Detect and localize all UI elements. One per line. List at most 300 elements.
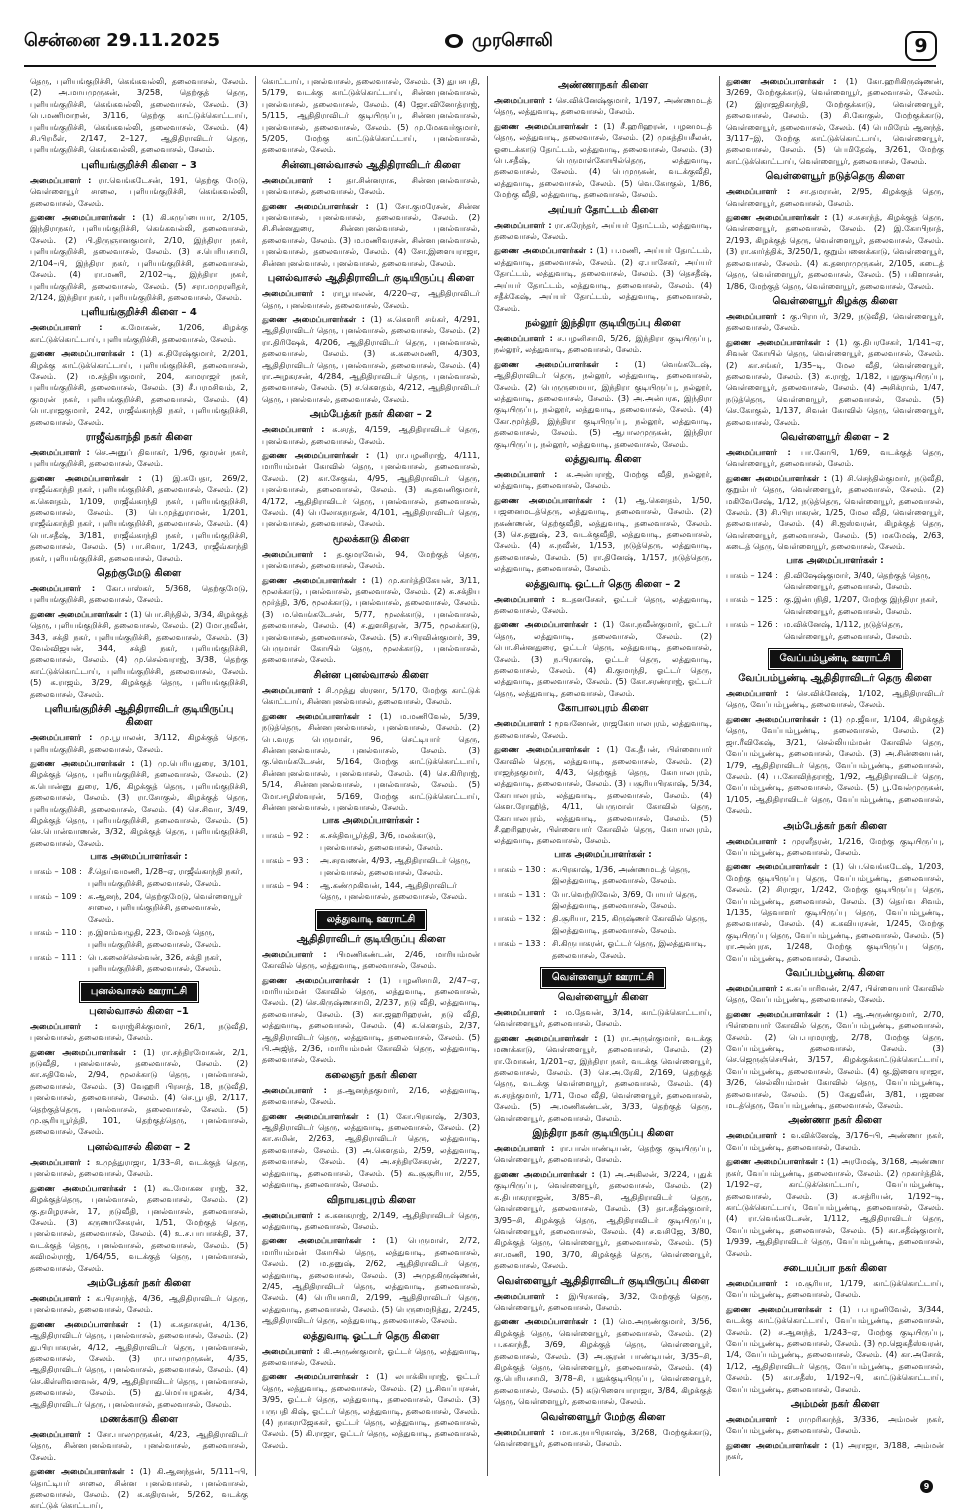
booth-number: பாகம் – 124 : (726, 569, 778, 580)
member-details: த.குமரவேல், 94, மேற்குத் தெரு, புனல்வாசல், தலைவாசல், சேலம். (262, 548, 480, 571)
member-details: செ.விக்னேஷ், 1/102, ஆதிதிராவிடர் தெரு, வேப்பம்பூண்டி, தலைவாசல், சேலம். (726, 688, 945, 710)
member-details: (1) பழனிசாமி, 2/47–ஏ, மாரியம்மன் கோவில் தெரு, லத்துவாடி, தலைவாசல், சேலம். (2) செ.கிருஷ்ணசாமி, 2/237, நடு வீதி, லத்துவாடி, தலைவாசல், சேலம். (3) கா.ஜஹரிஹரன், நடு வீதி, லத்துவாடி, தலைவாசல், சேலம். (4) க.கௌதம், 2/37, ஆதிதிராவிடர் தெரு, லத்துவாடி, தலைவாசல், சேலம். (5) பி.அஜித், 2/36, மாரியம்மன் கோவில் தெரு, லத்துவாடி, தலைவாசல், சேலம். (262, 974, 480, 1065)
organiser-label: அமைப்பாளர் : (262, 1209, 321, 1220)
member-details: (1) கோ.ஹரிகிருஷ்ணன், 3/269, மேற்குக்காடு, வெள்ளையூர், தலைவாசல், சேலம். (2) இராஜதிகாந்தி, மேற்குக்காடு, வெள்ளையூர், தலைவாசல், சேலம். (3) சி.கோகுல், மேற்குக்காடு, வெள்ளையூர், தலைவாசல், சேலம். (4) பெமிரேம் ஆனந்த், 3/117–இ, மேற்கு காட்டுக்கொட்டாய், வெள்ளையூர், தலைவாசல், சேலம். (5) பெமிதேஷ், 3/261, மேற்கு காட்டுக்கொட்டாய், வெள்ளையூர், தலைவாசல், சேலம். (726, 76, 944, 166)
deputy-organisers-label: துணை அமைப்பாளர்கள் : (494, 358, 619, 369)
booth-organisers-heading: பாக அமைப்பாளர்கள் : (322, 816, 420, 827)
deputy-organisers-label: துணை அமைப்பாளர்கள் : (726, 1439, 828, 1450)
header-divider (24, 65, 936, 67)
member-entry (30, 583, 248, 606)
member-entry (494, 220, 712, 243)
booth-number: பாகம் – 133 : (494, 938, 546, 949)
organiser-label: அமைப்பாளர் : (494, 1290, 559, 1301)
organiser-label: அமைப்பாளர் : (494, 468, 558, 479)
member-details: (1) சு.கெளரி சங்கர், 4/291, ஆதிதிராவிடர் தெரு, புனல்வாசல், தலைவாசல், சேலம். (2) ரா.திரிஷேக், 4/206, ஆதிதிராவிடர் தெரு, புனல்வாசல், தலைவாசல், சேலம். (3) சு.கலைமணி, 4/303, ஆதிதிராவிடர் தெரு, புனல்வாசல், தலைவாசல், சேலம். (4) ரா.அழகரசன், 4/284, ஆதிதிராவிடர் தெரு, புனல்வாசல், தலைவாசல், சேலம். (5) ச.கௌதம், 4/212, ஆதிதிராவிடர் தெரு, புனல்வாசல், தலைவாசல், சேலம். (262, 313, 481, 404)
branch-heading: அம்பேத்கர் நகர் கிளை – 2 (309, 409, 433, 421)
branch-heading: சின்னபுனல்வாசல் ஆதிதிராவிடர் கிளை (281, 159, 461, 171)
booth-number: பாகம் – 125 : (726, 594, 778, 605)
member-details: (1) ஆ.கௌதம், 1/50, பஜனைமடத்தெரு, லத்துவாடி, தலைவாசல், சேலம். (2) நகண்ணன், தெற்குவீதி, லத்துவாடி, தலைவாசல், சேலம். (3) செ.தனுஷ், 23, வடக்குவீதி, லத்துவாடி, தலைவாசல், சேலம். (4) சு.நவீன், 1/153, நடுத்தெரு, லத்துவாடி, தலைவாசல், சேலம். (5) ரா.தினேஷ், 1/157, நடுத்தெரு, லத்துவாடி, தலைவாசல், சேலம். (494, 494, 713, 574)
organiser-label: அமைப்பாளர் : (262, 1345, 320, 1356)
member-entry (726, 714, 944, 817)
branch-heading: புனல்வாசல் கிளை –1 (89, 1005, 189, 1017)
branch-heading: வெள்ளையூர் கிளை – 2 (780, 431, 890, 443)
deputy-organisers-label: துணை அமைப்பாளர்கள் : (262, 710, 372, 721)
organiser-label: அமைப்பாளர் : (30, 1429, 91, 1439)
edition-date: சென்னை 29.11.2025 (24, 30, 221, 51)
member-entry (30, 1466, 248, 1512)
booth-row (30, 927, 248, 950)
member-details: (1) கி.கருப்பையா, 2/105, இந்திராநகர், புளியங்குறிச்சி, கெங்கவல்லி, தலைவாசல், சேலம். (2) பி.திருஞானகுமார், 2/10, இந்திரா நகர், புளியங்குறிச்சி, தலைவாசல், சேலம். (3) ச.பெரியசாமி, 2/104–பி, இந்திரா நகர், புளியங்குறிச்சி, தலைவாசல், சேலம். (4) ரா.மணி, 2/102–டி, இந்திரா நகர், புளியங்குறிச்சி, தலைவாசல், சேலம். (5) சரா.மமுரளிதர், 2/124, இந்திரா நகர், புளியங்குறிச்சி, தலைவாசல், சேலம். (30, 212, 249, 302)
booth-number: பாகம் – 92 : (262, 830, 309, 841)
booth-row (494, 913, 712, 936)
organiser-label: அமைப்பாளர் : (726, 1130, 786, 1141)
booth-organiser: ந.இளம்வழுதி, 223, மேலத் தெரு, புளியங்குறிச்சி, தலைவாசல், சேலம். (88, 927, 222, 949)
booth-organiser: தி.சூரியா, 215, கிருஷ்ணர் கோவில் தெரு, இலத்துவாடி, தலைவாசல், சேலம். (552, 913, 708, 935)
organiser-label: அமைப்பாளர் : (30, 1156, 91, 1167)
member-entry (726, 447, 944, 470)
member-details: (1) பெருமாள், 2/72, மாரியம்மன் கோயில் தெரு, லத்துவாடி, தலைவாசல், சேலம். (2) ம.தனுஷ், 2/62, ஆதிதிராவிடர் தெரு, லத்துவாடி, தலைவாசல், சேலம். (3) அமுதகிருஷ்ணன், 2/45, ஆதிதிராவிடர் தெரு, லத்துவாடி, தலைவாசல், சேலம். (4) பெரியசாமி, 2/199, ஆதிதிராவிடர் தெரு, லத்துவாடி, தலைவாசல், சேலம். (5) பெருமைநித்து, 2/245, ஆதிதிராவிடர் தெரு, லத்துவாடி, தலைவாசல், சேலம். (262, 1235, 480, 1326)
organiser-label: அமைப்பாளர் : (30, 322, 103, 333)
member-entry (726, 688, 944, 711)
deputy-organisers-label: துணை அமைப்பாளர்கள் : (262, 1110, 370, 1121)
deputy-organisers-label: துணை அமைப்பாளர்கள் : (494, 1032, 598, 1043)
organiser-label: அமைப்பாளர் : (262, 174, 332, 185)
member-details: (1) கு.திபரசேகர், 1/141–ஏ, சிவன் கோயில் தெரு, வெள்ளையூர், தலைவாசல், சேலம். (2) கா.சங்கர், 1/35–டி, மேல வீதி, வெள்ளையூர், தலைவாசல், சேலம். (3) சு.ராஜ், 1/182, புதுகுடியிருப்பு, வெள்ளையூர், தலைவாசல், சேலம். (4) அசிக்ராம், 1/47, நடுத்தெரு, வெள்ளையூர், தலைவாசல், சேலம். (5) செ.கோகுல், 1/137, சிவன் கோவில் தெரு, வெள்ளையூர், தலைவாசல், சேலம். (726, 336, 944, 427)
member-entry (494, 121, 712, 201)
deputy-organisers-label: துணை அமைப்பாளர்கள் : (30, 1046, 137, 1057)
booth-organiser: அ.சரவணன், 4/93, ஆதிதிராவிடர் தெரு, புனல்வாசல், தலைவாசல், சேலம். (320, 855, 471, 877)
member-entry (726, 186, 944, 209)
member-entry (726, 1440, 944, 1463)
member-details: (1) கோ.பிரகாஷ், 2/303, ஆதிதிராவிடர் தெரு, லத்துவாடி, தலைவாசல், சேலம். (2) கா.சுமின், 2/263, ஆதிதிராவிடர் தெரு, லத்துவாடி, தலைவாசல், சேலம். (3) அ.கெளதம், 2/59, லத்துவாடி, தலைவாசல், சேலம். (4) அ.சந்திரசேகரன், 2/227, லத்துவாடி, தலைவாசல், சேலம். (5) கூ.சூசூரியா, 2/55, லத்துவாடி, தலைவாசல், சேலம். (262, 1110, 481, 1190)
panchayat-heading: வெள்ளையூர் ஊராட்சி (542, 969, 664, 987)
member-details: (1) கூ.மோகன ராஜ், 32, கிழக்குத்தெரு, புனல்வாசல், தலைவாசல், சேலம். (2) கு.தமிழரசன், 17, நடுவீதி, புனல்வாசல், தலைவாசல், சேலம். (3) கருணாசேகரன், 1/51, மேற்குத் தெரு, புனல்வாசல், தலைவாசல், சேலம். (4) உ.ச.பாபாசக்தி, 37, வடக்குத் தெரு, புனல்வாசல், தலைவாசல், சேலம். (5) கவிமல்ராஜ், 1/64/55, வடக்குத் தெரு, புனல்வாசல், தலைவாசல், சேலம். (30, 1182, 248, 1273)
continued-text (262, 76, 480, 156)
organiser-label: அமைப்பாளர் : (30, 1292, 91, 1303)
member-entry (494, 744, 712, 847)
branch-heading: ஆதிதிராவிடர் குடியிருப்பு கிளை (296, 933, 446, 945)
member-details: க.சுப்பாரிவன், 2/47, பிள்ளையார் கோவில் தெரு, வேப்பம்பூண்டி, தலைவாசல், சேலம். (726, 983, 945, 1005)
branch-heading: அண்ணா நகர் கிளை (788, 1115, 882, 1127)
member-details: க.பிரசாந்த், 4/36, ஆதிதிராவிடர் தெரு, புனல்வாசல், தலைவாசல், சேலம். (30, 1292, 249, 1315)
branch-heading: அய்யர் தோட்டம் கிளை (548, 204, 658, 216)
branch-heading: ராஜீவ்காந்தி நகர் கிளை (85, 431, 193, 443)
organiser-label: அமைப்பாளர் : (494, 718, 552, 729)
member-details: ச.பழனிசாமி, 5/26, இந்திரா குடியிருப்பு, நல்லூர், லத்துவாடி, தலைவாசல், சேலம். (494, 332, 712, 355)
member-details: (1) ரா.சந்திரமோகன், 2/1, நடுவீதி, புனல்வாசல், தலைவாசல், சேலம். (2) கா.சுதிவேல், 2/94, மூலக்காடு தெரு, புனல்வாசல், தலைவாசல், சேலம். (3) வேஹரி பிரசாத், 18, நடுவீதி, புனல்வாசல், தலைவாசல், சேலம். (4) செ.பூபதி, 2/117, தெற்குத்தெரு, புனல்வாசல், தலைவாசல், சேலம். (5) மு.சூரியபூர்த்தி, 101, தெற்குத்தெரு, புனல்வாசல், தலைவாசல், சேலம். (30, 1046, 248, 1137)
branch-heading: புனல்வாசல் ஆதிதிராவிடர் குடியிருப்பு கிளை (267, 273, 475, 285)
member-details: ராமுரிகாந்த், 3/336, அம்மன் நகர், வேப்பம்பூண்டி, தலைவாசல், சேலம். (726, 1414, 945, 1436)
member-details: சி.முத்து ஸ்ரனா, 5/170, மேற்கு காட்டுக் கொட்டாய், சின்னபுனல்வாசல், தலைவாசல், சேலம். (262, 684, 480, 707)
member-entry (30, 1429, 248, 1463)
member-entry (262, 288, 480, 311)
continued-text (30, 76, 248, 156)
member-details: மு.பூபாலன், 3/112, கிழக்குத் தெரு, புளியங்குறிச்சி, தலைவாசல், சேலம். (30, 732, 249, 754)
organiser-label: அமைப்பாளர் : (494, 219, 552, 230)
organiser-label: அமைப்பாளர் : (494, 1143, 555, 1154)
member-entry (494, 359, 712, 450)
member-entry (262, 1210, 480, 1233)
member-entry (726, 76, 944, 167)
member-details: (1) ரா.அருள்குமார், வடக்கு மணக்காடு, வெள்ளையூர், தலைவாசல், சேலம். (2) ரா.மோகன், 1/201–ஏ, இந்திரா நகர், வடக்கு வெள்ளையூர், தலைவாசல், சேலம். (3) செ.அ.ரேகி, 2/169, தெற்குத் தெரு, வடக்கு வெள்ளையூர், தலைவாசல், சேலம். (4) சு.சரத்குமார், 1/71, மேல வீதி, வெள்ளையூர், தலைவாசல், சேலம். (5) அ.மணிகண்டன், 3/33, தெற்குத் தெரு, வெள்ளையூர், தலைவாசல், சேலம். (494, 1032, 713, 1123)
branch-heading: இந்திரா நகர் குடியிருப்பு கிளை (532, 1128, 674, 1140)
member-entry (726, 983, 944, 1006)
member-details: (1) சி.செந்தில்குமார், நடுவீதி, குறும்பர் தெரு, வெள்ளையூர், தலைவாசல், சேலம். (2) மகிவேசேஷ், 1/12, நடுத்தெரு, வெள்ளையூர், தலைவாசல், சேலம். (3) சி.பிரபாகரன், 1/25, மேல வீதி, வெள்ளையூர், தலைவாசல், சேலம். (4) சி.ஐஸ்வரன், கிழக்குத் தெரு, வெள்ளையூர், தலைவாசல், சேலம். (5) மகமேஷ், 2/63, கடைத் தெரு, வெள்ளையூர், தலைவாசல், சேலம். (726, 472, 944, 552)
branch-heading: விநாயகபுரம் கிளை (326, 1194, 416, 1206)
deputy-organisers-label: துணை அமைப்பாளர்கள் : (30, 348, 135, 359)
booth-organiser: ஆ.கண்முகிவன், 144, ஆதிதிராவிடர் தெரு, புனல்வாசல், தலைவாசல், சேலம். (320, 879, 468, 902)
deputy-organisers-label: துணை அமைப்பாளர்கள் : (262, 574, 366, 585)
member-details: மா.க.நயபிரகாஷ், 3/268, மேற்குக்காடு, வெள்ளையூர், தலைவாசல், சேலம். (494, 1426, 712, 1448)
deputy-organisers-label: துணை அமைப்பாளர்கள் : (262, 974, 371, 985)
booth-number: பாகம் – 93 : (262, 855, 309, 866)
deputy-organisers-label: துணை அமைப்பாளர்கள் : (30, 212, 136, 223)
member-details: (1) பெ.வெங்கடேஷ், 1/203, மேற்கு குடியிருப்பு தெரு, வேப்பம்பூண்டி, தலைவாசல், சேலம். (2) சிராஜா, 1/242, மேற்கு குடியிருப்பு தெரு, வேப்பம்பூண்டி, தலைவாசல், சேலம். (3) தெய்வ சிவம், 1/135, தெவாளர் குடியிருப்பு தெரு, வேப்பம்பூண்டி, தலைவாசல், சேலம். (4) க.கவியரசன், 1/245, மேற்கு குடியிருப்பு தெரு, வேப்பம்பூண்டி, தலைவாசல், சேலம். (5) ரா.அன்புரசு, 1/248, மேற்கு குடியிருப்பு தெரு, வேப்பம்பூண்டி, தலைவாசல், சேலம். (726, 861, 944, 963)
member-entry (30, 609, 248, 700)
member-entry (726, 473, 944, 553)
member-entry (30, 732, 248, 755)
branch-heading: கோபாலபுரம் கிளை (557, 703, 649, 715)
deputy-organisers-label: துணை அமைப்பாளர்கள் : (726, 1008, 830, 1019)
member-entry (726, 1414, 944, 1437)
branch-heading: வெள்ளையூர் நடுத்தெரு கிளை (765, 171, 905, 183)
member-entry (726, 212, 944, 292)
branch-heading: வெள்ளையூர் கிழக்கு கிளை (772, 295, 898, 307)
organiser-label: அமைப்பாளர் : (726, 688, 789, 699)
member-entry (726, 1009, 944, 1112)
member-entry (262, 1111, 480, 1191)
member-details: செ.அனுப் திவாகர், 1/96, குமரன் நகர், புளியங்குறிச்சி, தலைவாசல், சேலம். (30, 446, 248, 469)
organiser-label: அமைப்பாளர் : (494, 1007, 557, 1017)
branch-heading: சடையப்பா நகர் கிளை (783, 1262, 887, 1274)
deputy-organisers-label: துணை அமைப்பாளர்கள் : (726, 336, 830, 347)
member-details: (1) சோ.குமரேசன், சின்ன புனல்வாசல், புனல்வாசல், தலைவாசல், சேலம். (2) சி.சின்னதுரை, சின்னபுனல்வாசல், புனல்வாசல், தலைவாசல், சேலம். (3) ம.மணிவரசன், சின்னபுனல்வாசல், புனல்வாசல், தலைவாசல், சேலம். (4) சோ.இளையராஜா, சின்னபுனல்வாசல், புனல்வாசல், தலைவாசல், சேலம். (262, 200, 481, 268)
booth-row (494, 864, 712, 887)
booth-organisers-heading: பாக அமைப்பாளர்கள் : (90, 852, 188, 863)
member-entry (726, 861, 944, 964)
member-details: (1) ப.மணி, அய்யர் தோட்டம், லத்துவாடி, தலைவாசல், சேலம். (2) ஏ.பாசேகர், அய்யர் தோட்டம், லத்துவாடி, தலைவாசல், சேலம். (3) தெசதீஷ், அய்யர் தோட்டம், லத்துவாடி, தலைவாசல், சேலம். (4) சதீக்கேஷ், அய்யர் தோட்டம், லத்துவாடி, தலைவாசல், சேலம். (494, 245, 712, 313)
panchayat-heading-wrap (726, 646, 944, 668)
member-details: (1) அரமேஷ், 3/168, அண்ணா நகர், வேப்பம்பூண்டி, தலைவாசல், சேலம். (2) முகார்த்திக், 1/192–ஏ, காட்டுக்கொட்டாய், வேப்பம்பூண்டி, தலைவாசல், சேலம். (3) சு.சத்ரியன், 1/192–டி, காட்டுக்கொட்டாய், வேப்பம்பூண்டி, தலைவாசல், சேலம். (4) ரா.வெங்கடேசன், 1/112, ஆதிதிராவிடர் தெரு, வேப்பம்பூண்டி, தலைவாசல், சேலம். (5) கா.சதீஷ்குமார், 1/939, ஆதிதிராவிடர் தெரு, வேப்பம்பூண்டி, தலைவாசல், சேலம். (726, 1156, 945, 1258)
booth-organiser: சு.பிரகாஷ், 1/36, அண்ணமடத் தெரு, இலத்துவாடி, தலைவாசல், சேலம். (552, 863, 691, 886)
deputy-organisers-label: துணை அமைப்பாளர்கள் : (726, 861, 828, 872)
organiser-label: அமைப்பாளர் : (262, 548, 327, 559)
masthead (0, 0, 972, 62)
deputy-organisers-label: துணை அமைப்பாளர்கள் : (262, 1371, 369, 1382)
organiser-label: அமைப்பாளர் : (30, 174, 92, 185)
branch-heading: வேப்பம்பூண்டி ஆதிதிராவிடர் தெரு கிளை (738, 673, 932, 685)
booth-organiser: க.சக்திவபூர்த்தி, 3/6, மலக்காடு, புனல்வாசல், தலைவாசல், சேலம். (320, 830, 443, 852)
member-details: (1) ஆ.அருண்குமார், 2/70, பிள்ளையார் கோவில் தெரு, வேப்பம்பூண்டி, தலைவாசல், சேலம். (2) பெ.பரமராஜ், 2/78, மேற்கு தெரு, வேப்பம்பூண்டி, தலைவாசல், சேலம். (3) செ.ஜெருஞ்செயின், 3/157, கிழக்குக்காட்டுக்கொட்டாய், வேப்பம்பூண்டி, தலைவாசல், சேலம். (4) கு.இளையராஜா, 3/26, செல்லியம்மன் கோவில் தெரு, வேப்பம்பூண்டி, தலைவாசல், சேலம். (5) கேதுவீன், 3/81, பஜனை மடத்தெரு, வேப்பம்பூண்டி, தலைவாசல், சேலம். (726, 1008, 944, 1111)
branch-heading: தெற்குமேடு கிளை (96, 568, 182, 580)
member-details: (1) லபாக்கியராஜ், ஓட்டர் தெரு, லத்துவாடி, தலைவாசல், சேலம். (2) பூ.சிவப்பரசன், 3/95, ஓட்டர் தெரு, லத்துவாடி, தலைவாசல், சேலம். (3) பருபதி கிஷ், ஓட்டர் தெரு, லத்துவாடி, தலைவாசல், சேலம். (4) நாகராஜேசுகர், ஓட்டர் தெரு, லத்துவாடி, தலைவாசல், சேலம். (5) கி.ராஜா, ஓட்டர் தெரு, லத்துவாடி, தலைவாசல், சேலம். (262, 1371, 480, 1450)
booth-number: பாகம் – 110 : (30, 927, 82, 938)
member-entry (494, 495, 712, 575)
organiser-label: அமைப்பாளர் : (726, 310, 786, 321)
organiser-label: அமைப்பாளர் : (494, 1426, 555, 1437)
booth-organiser: பெ.கலைச்செல்வன், 326, சக்தி நகர், புளியங்குறிச்சி, தலைவாசல், சேலம். (88, 952, 222, 974)
booth-row (262, 880, 480, 903)
column-4 (726, 76, 944, 1476)
member-details: மூவனோன், ராஜகோபாலபுரம், லத்துவாடி, தலைவாசல், சேலம். (494, 718, 713, 740)
member-entry (262, 975, 480, 1066)
deputy-organisers-label: துணை அமைப்பாளர்கள் : (262, 449, 370, 460)
member-entry (262, 175, 480, 198)
booth-organiser: சீ.தெய்வமணி, 1/28–ஏ, ராஜீவ்காந்தி நகர், புளியங்குறிச்சி, தலைவாசல், சேலம். (88, 866, 243, 888)
member-details: (1) இ.சுபேதா, 269/2, ராஜீவ்காந்தி நகர், புளியங்குறிச்சி, தலைவாசல், சேலம். (2) க.கௌதம், 1/109, ராஜீவ்காந்தி நகர், புளியங்குறிச்சி, தலைவாசல், சேலம். (3) பெ.முத்துராமன், 1/201, ராஜீவ்காந்தி நகர், புளியங்குறிச்சி, தலைவாசல், சேலம். (4) பொ.சதீஷ், 3/181, ராஜீவ்காந்தி நகர், புளியங்குறிச்சி, தலைவாசல், சேலம். (5) பா.சிவா, 1/243, ராஜீவ்காந்தி நகர், புளியங்குறிச்சி, தலைவாசல், சேலம். (30, 472, 248, 563)
organiser-label: அமைப்பாளர் : (262, 424, 325, 435)
booth-organiser: போ.வெற்றிவேல், 3/69, போயர் தெரு, இலத்துவாடி, தலைவாசல், சேலம். (552, 888, 698, 910)
booth-row (262, 855, 480, 878)
member-details: முரளீதரன், 1/216, மேற்கு குடியிருப்பு, வேப்பம்பூண்டி, தலைவாசல், சேலம். (726, 835, 945, 857)
member-details: (1) கே.தீபன், பிள்ளையார் கோவில் தெரு, லத்துவாடி, தலைவாசல், சேலம். (2) ராஜந்தகுமார், 4/43, தெற்குத் தெரு, கோபாலபுரம், லத்துவாடி, தலைவாசல், சேலம். (3) பசூரியபிரகாஷ், 5/34, கோபாலபுரம், லத்துவாடி, தலைவாசல், சேலம். (4) கௌ.ரோஹித், 4/11, பெருமாள் கோவில் தெரு, கோபாலபுரம், லத்துவாடி, தலைவாசல், சேலம். (5) சீ.ஹரிஹரன், பிள்ளையார் கோவில் தெரு, கோபாலபுரம், லத்துவாடி, தலைவாசல், சேலம். (494, 744, 712, 846)
branch-heading: அண்ணாநகர் கிளை (558, 80, 648, 91)
branch-heading: வெள்ளையூர் ஆதிதிராவிடர் குடியிருப்பு கிளை (496, 1275, 710, 1287)
member-entry (494, 1033, 712, 1124)
member-details: இபிரகாஷ், 3/32, மேற்குத் தெரு, வெள்ளையூர், தலைவாசல், சேலம். (494, 1290, 713, 1312)
booth-row (30, 891, 248, 925)
panchayat-heading: வேப்பம்பூண்டி ஊராட்சி (770, 650, 901, 668)
booth-number: பாகம் – 126 : (726, 619, 778, 630)
member-details: (1) மு.பெரியதுரை, 3/101, கிழக்குத் தெரு, புளியங்குறிச்சி, தலைவாசல், சேலம். (2) க.பொன்னு துரை, 1/6, கிழக்குத் தெரு, புளியங்குறிச்சி, தலைவாசல், சேலம். (3) ரா.சோகுல், கிழக்குத் தெரு, புளியங்குறிச்சி, தலைவாசல், சேலம். (4) செ.சிவா, 3/49, கிழக்குத் தெரு, புளியங்குறிச்சி, தலைவாசல், சேலம். (5) செ.பொன்வாணன், 3/32, கிழக்குத் தெரு, புளியங்குறிச்சி, தலைவாசல், சேலம். (30, 757, 248, 848)
member-entry (262, 450, 480, 530)
organiser-label: அமைப்பாளர் : (726, 835, 787, 846)
page-number: 9 (905, 31, 937, 61)
member-details: (1) ம.மணிவேல், 5/39, நடுத்தெரு, சின்னபுனல்வாசல், புனல்வாசல், சேலம். (2) பெ.வரத பெருமாள், 96, செட்டியார் தெரு, சின்னபுனல்வாசல், புனல்வாசல், சேலம். (3) கு.வெங்கடேசன், 5/164, மேற்கு காட்டுக்கொட்டாய், சின்னபுனல்வாசல், புனல்வாசல், சேலம். (4) செ.கிரிராஜ், 5/14, சின்னபுனல்வாசல், புனல்வாசல், சேலம். (5) மோ.ஈழிஸ்வரன், 5/169, மேற்கு காட்டுக்கொட்டாய், சின்னபுனல்வாசல், புனல்வாசல், சேலம். (262, 710, 480, 812)
member-entry (262, 1085, 480, 1108)
member-entry (494, 1291, 712, 1314)
member-entry (30, 1021, 248, 1044)
booth-number: பாகம் – 109 : (30, 890, 82, 901)
deputy-organisers-label: துணை அமைப்பாளர்கள் : (726, 76, 837, 86)
branch-heading: புனல்வாசல் கிளை – 2 (87, 1141, 191, 1153)
member-details: கொட்டாய், புனல்வாசல், தலைவாசல், சேலம். (3) துபசபதி, 5/179, வடக்கு காட்டுக்கொட்டாய், சின்னபுனல்வாசல், புனல்வாசல், தலைவாசல், சேலம். (4) ஜோ.வினோத்ராஜ், 5/115, ஆதிதிராவிடர் குடியிருப்பு, சின்னபுனல்வாசல், புனல்வாசல், தலைவாசல், சேலம். (5) மு.மேகவர்குமார், 5/205, மேற்கு காட்டுக்கொட்டாய், புனல்வாசல், தலைவாசல், சேலம். (262, 76, 480, 155)
organiser-label: அமைப்பாளர் : (726, 1414, 790, 1424)
member-details: தெரு, புளியங்குறிச்சி, கெங்கவல்லி, தலைவாசல், சேலம். (2) அ.மாயமுருகன், 3/258, தெற்குத் தெரு, புளியங்குறிச்சி, கெங்கவல்லி, தலைவாசல், சேலம். (3) பெ.மணிமாறன், 3/116, தெற்கு காட்டுக்கொட்டாய், புளியங்குறிச்சி, கெங்கவல்லி, தலைவாசல், சேலம். (4) சி.பிரமீள், 2/147, 2–127, ஆதிதிராவிடர் தெரு, புளியங்குறிச்சி, கெங்கவல்லி, தலைவாசல், சேலம். (30, 76, 248, 155)
member-entry (30, 1319, 248, 1410)
deputy-organisers-label: துணை அமைப்பாளர்கள் : (262, 313, 365, 324)
deputy-organisers-label: துணை அமைப்பாளர்கள் : (494, 120, 598, 131)
member-entry (494, 95, 712, 118)
member-details: (1) மு.கார்த்திகேயன், 3/11, மூலக்காடு, புனல்வாசல், தலைவாசல், சேலம். (2) சு.சக்திய மூர்த்தி, 3/6, மூலக்காடு, புனல்வாசல், தலைவாசல், சேலம். (3) ம.வெங்கடேசன், 5/77, மூலக்காடு, புனல்வாசல், தலைவாசல், சேலம். (4) ச.துளசிதரன், 3/75, மூலக்காடு, புனல்வாசல், தலைவாசல், சேலம். (5) ச.பிரவின்குமார், 39, பெருமாள் கோயில் தெரு, மூலக்காடு, புனல்வாசல், தலைவாசல், சேலம். (262, 574, 480, 665)
booth-row (494, 938, 712, 961)
member-details: ரா.சுரேந்தர், அய்யர் தோட்டம், லத்துவாடி, தலைவாசல், சேலம். (494, 219, 712, 242)
booth-row (726, 570, 944, 593)
member-entry (262, 575, 480, 666)
branch-heading: லத்துவாடி ஒட்டர் தெரு கிளை – 2 (525, 578, 681, 590)
member-details: செ.விக்னேஷ்குமார், 1/197, அண்ணமடத் தெரு, லத்துவாடி, தலைவாசல், சேலம். (494, 95, 712, 117)
panchayat-heading: லத்துவாடி ஊராட்சி (317, 911, 426, 929)
member-details: பிமணிகண்டன், 2/46, மாரியம்மன் கோவில் தெரு, லத்துவாடி, தலைவாசல், சேலம். (262, 948, 480, 971)
member-entry (494, 1169, 712, 1272)
member-details: வராஜ்சிக்குமார், 26/1, நடுவீதி, புனல்வாசல், தலைவாசல், சேலம். (30, 1020, 249, 1043)
member-entry (262, 711, 480, 814)
booth-number: பாகம் – 94 : (262, 879, 309, 890)
member-entry (726, 1130, 944, 1153)
booth-organiser: கு.இன்பநிதி, 1/207, மேற்கு இந்திரா நகர், வெள்ளையூர், தலைவாசல், சேலம். (784, 594, 938, 616)
member-details: த.ஆனந்தகுமார், 2/16, லத்துவாடி, தலைவாசல், சேலம். (262, 1084, 481, 1107)
member-entry (494, 245, 712, 313)
member-entry (494, 1007, 712, 1030)
member-entry (30, 1047, 248, 1138)
organiser-label: அமைப்பாளர் : (262, 1084, 327, 1095)
booth-organiser: ம.விக்னேஷ், 1/112, நடுத்தெரு, வெள்ளையூர், தலைவாசல், சேலம். (784, 619, 912, 641)
branch-heading: புளியங்குறிச்சி ஆதிதிராவிடர் குடியிருப்பு கிளை (44, 704, 234, 729)
member-entry (494, 333, 712, 356)
booth-organiser: க.ஆனந், 204, தெற்குமேடு, வெள்ளையூர் சாலை, புளியங்குறிச்சி, தலைவாசல், சேலம். (88, 890, 243, 924)
member-details: தா.சின்னராசு, சின்னபுனல்வாசல், புனல்வாசல், தலைவாசல், சேலம். (262, 174, 481, 197)
deputy-organisers-label: துணை அமைப்பாளர்கள் : (30, 1182, 137, 1193)
organiser-label: அமைப்பாளர் : (726, 1277, 789, 1288)
newspaper-title: முரசொலி (472, 30, 553, 51)
member-details: (1) பொ.சிந்தில், 3/34, கிழக்குத் தெரு, புளியங்குறிச்சி, தலைவாசல், சேலம். (2) மோ.நவீன், 343, சக்தி நகர், புளியங்குறிச்சி, தலைவாசல், சேலம். (3) வேல்விஜயன், 344, சக்தி நகர், புளியங்குறிச்சி, தலைவாசல், சேலம். (4) மு.செல்வராஜ், 3/38, தெற்கு காட்டுக்கொட்டாய், புளியங்குறிச்சி, தலைவாசல், சேலம். (5) க.ராஜம், 3/29, கிழக்குத் தெரு, புளியங்குறிச்சி, தலைவாசல், சேலம். (30, 608, 248, 699)
branch-heading: மூலக்காடு கிளை (332, 533, 410, 545)
member-entry (262, 201, 480, 269)
branch-heading: நல்லூர் இந்திரா குடியிருப்பு கிளை (525, 317, 681, 329)
member-entry (726, 337, 944, 428)
deputy-organisers-label: துணை அமைப்பாளர்கள் : (30, 472, 142, 483)
deputy-organisers-label: துணை அமைப்பாளர்கள் : (494, 245, 593, 256)
member-details: சா.தமரான், 2/95, கிழக்குத் தெரு, வெள்ளையூர், தலைவாசல், சேலம். (726, 186, 944, 208)
deputy-organisers-label: துணை அமைப்பாளர்கள் : (494, 494, 606, 505)
member-entry (262, 1235, 480, 1326)
member-details: ம.தேவன், 3/14, காட்டுக்கொட்டாய், வெள்ளையூர், தலைவாசல், சேலம். (494, 1007, 713, 1029)
branch-heading: வெள்ளையூர் மேற்கு கிளை (540, 1411, 666, 1423)
branch-heading: வேப்பம்பூண்டி கிளை (785, 968, 885, 979)
newspaper-logo-icon (445, 34, 463, 48)
organiser-label: அமைப்பாளர் : (262, 684, 321, 695)
member-details: (1) ச.சுசாந்த், கிழக்குத் தெரு, வெள்ளையூர், தலைவாசல், சேலம். (2) இ.கோபிநாத், 2/193, கிழக்குத் தெரு, வெள்ளையூர், தலைவாசல், சேலம். (3) ரா.கார்த்திக், 3/250/1, குறும்பனைக்காடு, வெள்ளையூர், தலைவாசல், சேலம். (4) க.தனராமுருகன், 2/105, கடைத் தெரு, வெள்ளையூர், தலைவாசல், சேலம். (5) பகிளாசன், 1/86, மேற்குத் தெரு, வெள்ளையூர், தலைவாசல், சேலம். (726, 212, 945, 291)
booth-number: பாகம் – 132 : (494, 913, 546, 924)
member-details: சு.கனகராஜ், 2/149, ஆதிதிராவிடர் தெரு, லத்துவாடி, தலைவாசல், சேலம். (262, 1209, 481, 1231)
member-details: க.அன்பராஜ், மேற்கு வீதி, நல்லூர், லத்துவாடி, தலைவாசல், சேலம். (494, 468, 713, 491)
member-entry (30, 447, 248, 470)
member-entry (494, 1316, 712, 1407)
booth-number: பாகம் – 111 : (30, 952, 82, 962)
member-details: (1) ப.பழனிவேல், 3/344, வடக்கு காட்டுக்கொட்டாய், வேப்பம்பூண்டி, தலைவாசல், சேலம். (2) ச.ஆனந்த், 1/243–ஏ, மேற்கு குடியிருப்பு, வேப்பம்பூண்டி, தலைவாசல், சேலம். (3) மூ.ஜெகதீஸ்வரன், 1/4, வேப்பம்பூண்டி, தலைவாசல், சேலம். (4) கா.அசோக், 1/12, ஆதிதிராவிடர் தெரு, வேப்பம்பூண்டி, தலைவாசல், சேலம். (5) கா.சதீஸ், 1/192–பி, காட்டுக்கொட்டாய், வேப்பம்பூண்டி, தலைவாசல், சேலம். (726, 1303, 944, 1394)
branch-heading: அம்பேத்கர் நகர் கிளை (87, 1277, 191, 1289)
branch-heading: கலைஞர் நகர் கிளை (325, 1069, 417, 1081)
panchayat-heading: புனல்வாசல் ஊராட்சி (81, 983, 197, 1001)
member-entry (494, 1143, 712, 1166)
organiser-label: அமைப்பாளர் : (726, 186, 791, 197)
deputy-organisers-label: துணை அமைப்பாளர்கள் : (726, 1156, 825, 1167)
booth-number: பாகம் – 108 : (30, 866, 82, 877)
deputy-organisers-label: துணை அமைப்பாளர்கள் : (494, 1316, 597, 1327)
member-entry (30, 175, 248, 209)
booth-row (494, 889, 712, 912)
member-entry (262, 314, 480, 405)
member-entry (262, 1371, 480, 1451)
member-details: ம.சூரியா, 1/179, காட்டுக்கொட்டாய், வேப்பம்பூண்டி, தலைவாசல், சேலம். (726, 1277, 944, 1300)
member-details: (1) க.சுதாகரன், 4/136, ஆதிதிராவிடர் தெரு, புனல்வாசல், தலைவாசல், சேலம். (2) து.பிரபாகரன், 4/12, ஆதிதிராவிடர் தெரு, புனல்வாசல், தலைவாசல், சேலம். (3) ரா.பாலமுருகன், 4/35, ஆதிதிராவிடர் தெரு, புனல்வாசல், தலைவாசல், சேலம். (4) செ.கிள்ளிவளவன், 4/9, ஆதிதிராவிடர் தெரு, புனல்வாசல், தலைவாசல், சேலம். (5) து.மெய்யழகன், 4/34, ஆதிதிராவிடர் தெரு, புனல்வாசல், தலைவாசல், சேலம். (30, 1318, 248, 1409)
member-entry (262, 549, 480, 572)
organiser-label: அமைப்பாளர் : (30, 1020, 99, 1031)
branch-heading: புளியங்குறிச்சி கிளை – 4 (81, 307, 197, 319)
organiser-label: அமைப்பாளர் : (494, 95, 553, 105)
booth-organiser: தி.விஷேஷ்குமார், 3/40, தெற்குத் தெரு, வெள்ளையூர், தலைவாசல், சேலம். (784, 569, 931, 592)
branch-heading: வெள்ளையூர் கிளை (557, 992, 649, 1003)
booth-row (726, 619, 944, 642)
panchayat-heading-wrap (262, 907, 480, 929)
member-entry (726, 836, 944, 859)
branch-heading: சின்ன புனல்வாசல் கிளை (313, 669, 429, 681)
booth-number: பாகம் – 131 : (494, 888, 546, 899)
member-entry (494, 619, 712, 699)
column-3 (494, 76, 712, 1476)
deputy-organisers-label: துணை அமைப்பாளர்கள் : (262, 1235, 376, 1246)
deputy-organisers-label: துணை அமைப்பாளர்கள் : (726, 212, 828, 223)
booth-row (30, 866, 248, 889)
deputy-organisers-label: துணை அமைப்பாளர்கள் : (494, 619, 598, 630)
deputy-organisers-label: துணை அமைப்பாளர்கள் : (30, 1318, 141, 1329)
member-details: (1) மு.ஜீவா, 1/104, கிழக்குத் தெரு, வேப்பம்பூண்டி, தலைவாசல், சேலம். (2) ஜா.ரீவிகேஷ், 3/21, செல்லியம்மன் கோவில் தெரு, வேப்பம்பூண்டி, தலைவாசல், சேலம். (3) அ.சின்னையன், 1/79, ஆதிதிராவிடர் தெரு, வேப்பம்பூண்டி, தலைவாசல், சேலம். (4) ப.கோவிந்தராஜ், 1/92, ஆதிதிராவிடர் தெரு, வேப்பம்பூண்டி, தலைவாசல், சேலம். (5) பூ.வேல்முருகன், 1/105, ஆதிதிராவிடர் தெரு, வேப்பம்பூண்டி, தலைவாசல், சேலம். (726, 713, 944, 816)
organiser-label: அமைப்பாளர் : (30, 446, 90, 457)
branch-heading: லத்துவாடி ஓட்டர் தெரு கிளை (302, 1330, 440, 1342)
organiser-label: அமைப்பாளர் : (494, 332, 553, 343)
member-entry (726, 311, 944, 334)
member-details: (1) அ.அகிலன், 3/224, புதுக் குடியிருப்பு, வெள்ளையூர், தலைவாசல், சேலம். (2) க.திபாகரராஜன், 3/85–சி, ஆதிதிராவிடர் தெரு, வெள்ளையூர், தலைவாசல், சேலம். (3) தா.சதீஷ்குமார், 3/95–சி, கிழக்குத் தெரு, ஆதிதிராவிடர் குடியிருப்பு, வெள்ளையூர், தலைவாசல், சேலம். (4) ச.வசிஜே, 3/80, கிழக்குத் தெரு, வெள்ளையூர், தலைவாசல், சேலம். (5) சா.மணி, 190, 3/70, கிழக்குத் தெரு, வெள்ளையூர், தலைவாசல், சேலம். (494, 1168, 712, 1271)
member-details: கி.அருண்குமார், ஓட்டர் தெரு, லத்துவாடி, தலைவாசல், சேலம். (262, 1345, 481, 1367)
panchayat-heading-wrap (30, 979, 248, 1001)
deputy-organisers-label: துணை அமைப்பாளர்கள் : (726, 1303, 833, 1314)
member-details: (1) க.திரேஷ்குமார், 2/201, கிழக்கு காட்டுக்கொட்டாய், புளியங்குறிச்சி, தலைவாசல், சேலம். (2) ம.சத்தியகுமார், 204, காமராஜர் நகர், புளியங்குறிச்சி, தலைவாசல், சேலம். (3) சீ.பரமசிவம், 2, குமரன் நகர், புளியங்குறிச்சி, தலைவாசல், சேலம். (4) பொ.ராஜகுமார், 242, ராஜீவ்காந்தி நகர், புளியங்குறிச்சி, தலைவாசல், சேலம். (30, 348, 248, 427)
member-entry (30, 758, 248, 849)
member-details: (1) மெ.அருண்குமார், 3/56, கிழக்குத் தெரு, வெள்ளையூர், தலைவாசல், சேலம். (2) ப.சுகாந்தீ, 3/69, கிழக்குத் தெரு, வெள்ளையூர், தலைவாசல், சேலம். (3) அ.சூரன் பாண்டியன், 3/35–சி, கிழக்குத் தெரு, வெள்ளையூர், தலைவாசல், சேலம். (4) கு.பெரியசாமி, 3/78–சி, புதுக்குடியிருப்பு, வெள்ளையூர், தலைவாசல், சேலம். (5) கடுபிளையாராஜா, 3/84, கிழக்குத் தெரு, வெள்ளையூர், தலைவாசல், சேலம். (494, 1316, 712, 1407)
booth-row (726, 594, 944, 617)
branch-heading: மணக்காடு கிளை (100, 1414, 178, 1425)
organiser-label: அமைப்பாளர் : (30, 583, 96, 594)
member-entry (726, 1304, 944, 1395)
booth-organisers-heading: பாக அமைப்பாளர்கள் : (554, 849, 652, 860)
deputy-organisers-label: துணை அமைப்பாளர்கள் : (30, 757, 135, 768)
deputy-organisers-label: துணை அமைப்பாளர்கள் : (494, 1168, 595, 1179)
member-entry (30, 212, 248, 303)
member-details: உ.தனசேகர், ஓட்டர் தெரு, லத்துவாடி, தலைவாசல், சேலம். (494, 593, 713, 616)
member-entry (30, 473, 248, 564)
member-details: ரா.வெங்கடேசன், 191, தெற்கு மேடு, வெள்ளையூர் சாலை, புளியங்குறிச்சி, கெங்கவல்லி, தலைவாசல், சேலம். (30, 174, 248, 208)
column-1 (30, 76, 249, 1511)
branch-heading: அம்பேத்கர் நகர் கிளை (783, 820, 887, 832)
organiser-label: அமைப்பாளர் : (494, 593, 556, 604)
branch-heading: புளியங்குறிச்சி கிளை – 3 (81, 159, 197, 171)
deputy-organisers-label: துணை அமைப்பாளர்கள் : (30, 1466, 134, 1477)
member-details: (1) அராஜா, 3/188, அம்மன் நகர், (726, 1439, 944, 1462)
member-entry (262, 949, 480, 972)
member-details: ரா.பால்பாண்டியன், தெற்கு குடியிருப்பு, வெள்ளையூர், தலைவாசல், சேலம். (494, 1143, 712, 1165)
member-details: கோ.பாஸ்கர், 5/368, தெற்குமேடு, புளியங்குறிச்சி, தலைவாசல், சேலம். (30, 583, 249, 605)
member-entry (262, 424, 480, 447)
booth-row (30, 952, 248, 975)
booth-organisers-heading: பாக அமைப்பாளர்கள் : (786, 555, 884, 566)
organiser-label: அமைப்பாளர் : (726, 446, 791, 457)
member-entry (726, 1156, 944, 1259)
member-details: க.மோகன், 1/206, கிழக்கு காட்டுக்கொட்டாய், புளியங்குறிச்சி, தலைவாசல், சேலம். (30, 322, 249, 344)
member-entry (262, 1346, 480, 1369)
branch-heading: அம்மன் நகர் கிளை (790, 1399, 880, 1410)
member-details: சு.சரத், 4/159, ஆதிதிராவிடர் தெரு, புனல்வாசல், தலைவாசல், சேலம். (262, 424, 480, 446)
member-entry (30, 1157, 248, 1180)
member-entry (726, 1278, 944, 1301)
deputy-organisers-label: துணை அமைப்பாளர்கள் : (262, 200, 369, 211)
member-entry (494, 594, 712, 617)
organiser-label: அமைப்பாளர் : (262, 948, 327, 959)
member-entry (30, 1293, 248, 1316)
deputy-organisers-label: துணை அமைப்பாளர்கள் : (726, 713, 827, 724)
member-entry (494, 1427, 712, 1450)
footer-page-number: 9 (920, 1480, 933, 1493)
booth-number: பாகம் – 130 : (494, 863, 546, 874)
